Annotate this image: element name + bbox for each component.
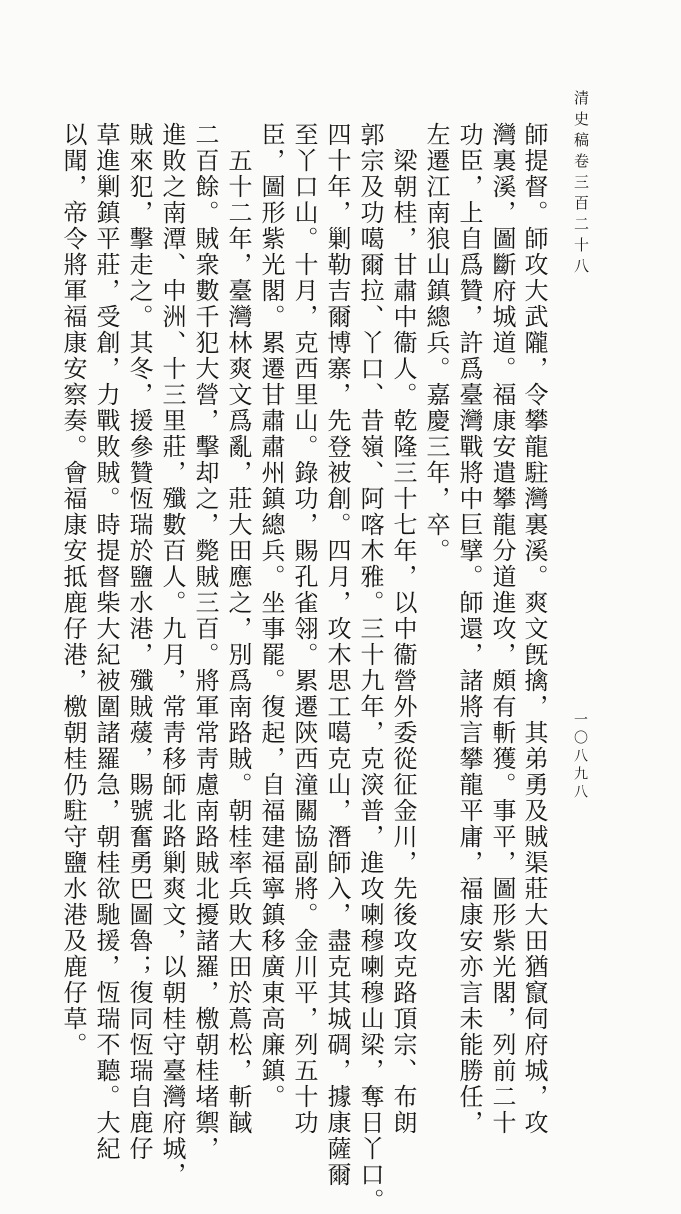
running-header: 清史稿卷三百二十八 <box>572 90 590 279</box>
text-column: 至丫口山。十月，克西里山。錄功，賜孔雀翎。累遷陝西潼關協副將。金川平，列五十功 <box>290 122 318 1136</box>
text-column: 以聞，帝令將軍福康安察奏。會福康安抵鹿仔港，檄朝桂仍駐守鹽水港及鹿仔草。 <box>59 122 87 1058</box>
text-column: 左遷江南狼山鎮總兵。嘉慶三年，卒。 <box>422 122 450 564</box>
text-column: 功臣，上自爲贊，許爲臺灣戰將中巨擘。師還，諸將言攀龍平庸，福康安亦言未能勝任， <box>455 122 483 1136</box>
text-column: 進敗之南潭、中洲、十三里莊，殲數百人。九月，常靑移師北路剿爽文，以朝桂守臺灣府城， <box>158 122 186 1188</box>
text-column: 草進剿鎮平莊，受創，力戰敗賊。時提督柴大紀被圍諸羅急，朝桂欲馳援，恆瑞不聽。大紀 <box>92 122 120 1162</box>
text-column: 郭宗及功噶爾拉、丫口、昔嶺、阿喀木雅。三十九年，克㴱普，進攻喇穆喇穆山梁，奪日丫口。 <box>356 122 384 1214</box>
page-number: 一〇八九八 <box>572 712 588 802</box>
text-column: 五十二年，臺灣林爽文爲亂，莊大田應之，別爲南路賊。朝桂率兵敗大田於蔦松，斬馘 <box>224 148 252 1136</box>
text-column: 二百餘。賊衆數千犯大營，擊却之，斃賊三百。將軍常靑慮南路賊北擾諸羅，檄朝桂堵禦， <box>191 122 219 1162</box>
text-column: 灣裏溪，圖斷府城道。福康安遣攀龍分道進攻，頗有斬獲。事平，圖形紫光閣，列前二十 <box>488 122 516 1136</box>
text-column: 賊來犯，擊走之。其冬，援參贊恆瑞於鹽水港，殲賊蕿，賜號奮勇巴圖魯；復同恆瑞自鹿仔 <box>125 122 153 1162</box>
text-column: 梁朝桂，甘肅中衞人。乾隆三十七年，以中衞營外委從征金川，先後攻克路頂宗、布朗 <box>389 148 417 1136</box>
text-column: 四十年，剿勒吉爾博寨，先登被創。四月，攻木思工噶克山，潛師入，盡克其城碉，據康薩爾 <box>323 122 351 1188</box>
text-column: 師提督。師攻大武隴，令攀龍駐灣裏溪。爽文旣擒，其弟勇及賊渠莊大田猶竄伺府城，攻 <box>520 122 548 1136</box>
text-column: 臣，圖形紫光閣。累遷甘肅肅州鎮總兵。坐事罷。復起，自福建福寧鎮移廣東高廉鎮。 <box>257 122 285 1110</box>
